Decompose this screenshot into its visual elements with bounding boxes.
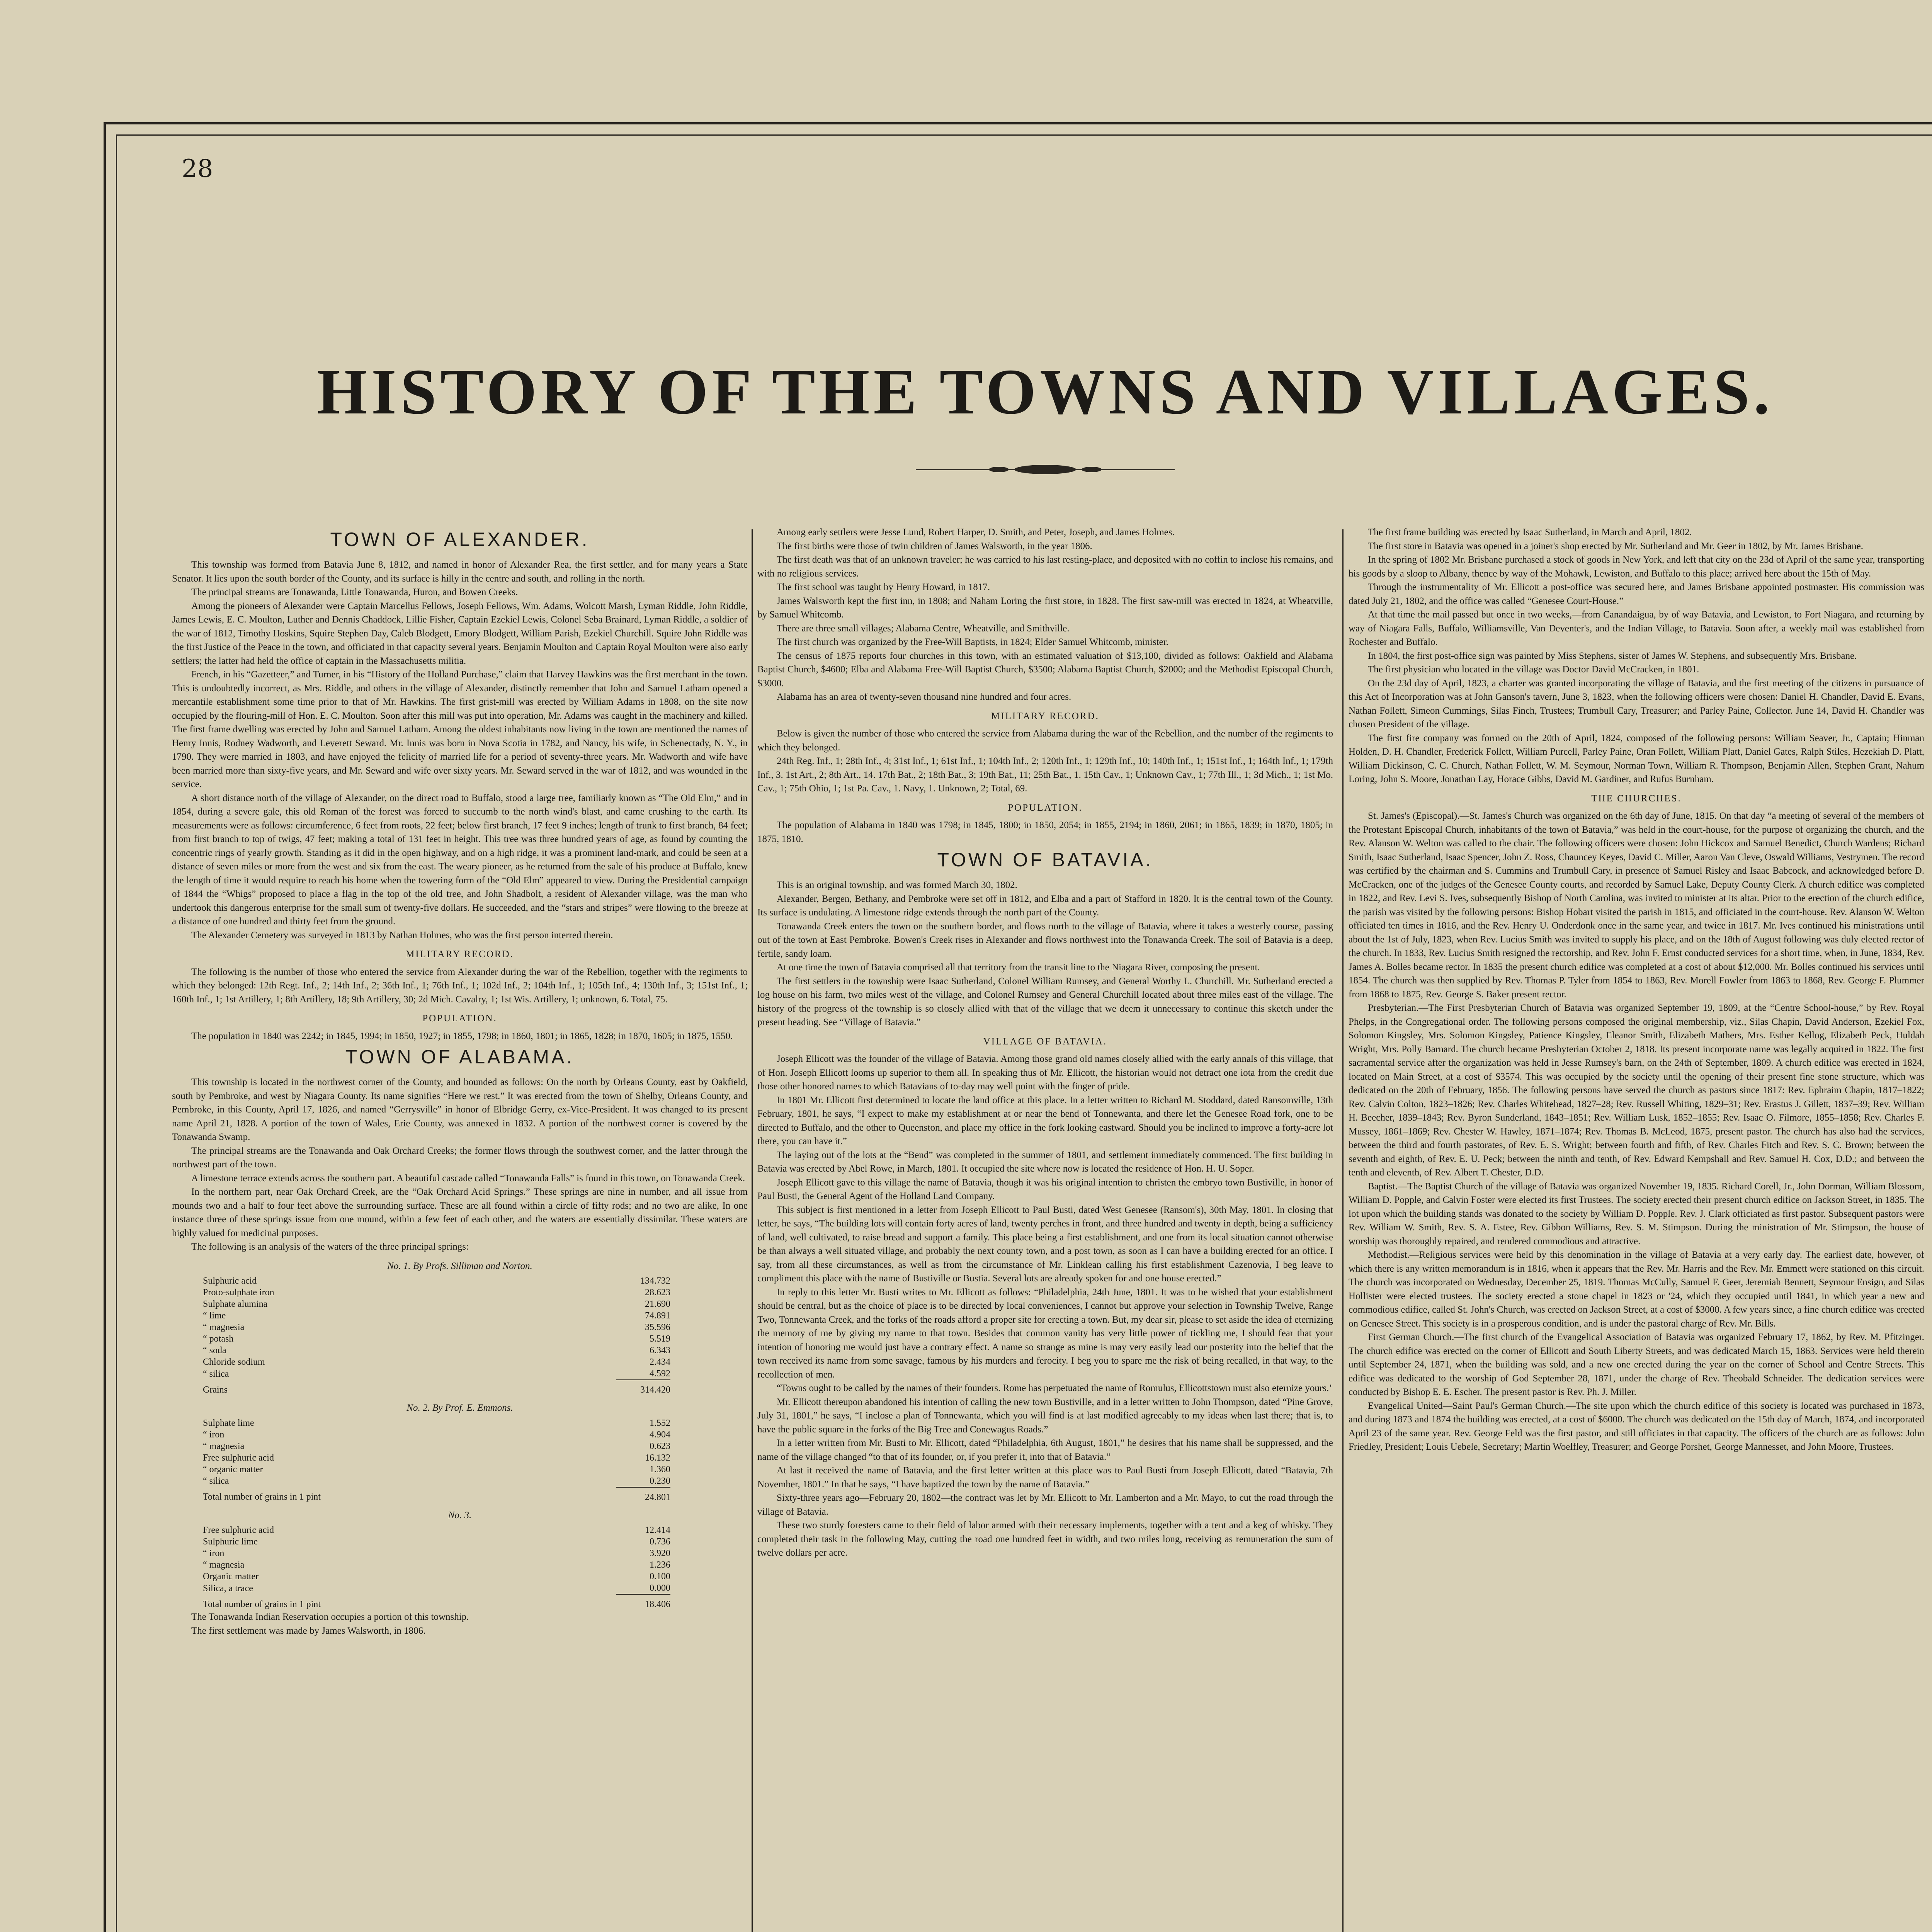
analysis-substance: Free sulphuric acid	[203, 1525, 274, 1535]
analysis-substance: “ lime	[203, 1311, 226, 1321]
analysis-value: 74.891	[645, 1311, 670, 1321]
paragraph: Through the instrumentality of Mr. Ellicott a post-office was secured here, and James Brisbane appointed postmaster. His commission was dated July 21, 1802, and the office was called “Genesee Court-House.”	[1349, 582, 1924, 606]
analysis-value: 4.904	[650, 1429, 670, 1440]
analysis-table-1	[203, 1275, 670, 1396]
analysis-value: 1.360	[650, 1464, 670, 1475]
subheading-village-of-batavia: VILLAGE OF BATAVIA.	[983, 1036, 1107, 1047]
analysis-row	[203, 1571, 670, 1582]
paragraph: The principal streams are Tonawanda, Little Tonawanda, Huron, and Bowen Creeks.	[191, 587, 518, 597]
subheading-population: POPULATION.	[422, 1013, 497, 1024]
paragraph: This is an original township, and was formed March 30, 1802.	[777, 880, 1017, 890]
analysis-substance: Sulphate alumina	[203, 1299, 268, 1309]
analysis-value: 0.100	[650, 1571, 670, 1582]
paragraph: The population in 1840 was 2242; in 1845, 1994; in 1850, 1927; in 1855, 1798; in 1860, 1801; in 1865, 1828; in 1870, 1605; in 1875, 1550.	[191, 1031, 733, 1041]
analysis-table-3	[203, 1524, 670, 1610]
paragraph: Baptist.—The Baptist Church of the village of Batavia was organized November 19, 1835. Richard Corell, Jr., John Dorman, William Blossom, William D. Popple, and Calvin Foster were elected its first Trustees. The society erected their present church edifice on Jackson Street, in 1835. The lot upon which the building stands was donated to the society by William D. Popple. Rev. J. Clark officiated as first pastor. Subsequent pastors were Rev. William W. Smith, Rev. S. A. Estee, Rev. Gibbon Williams, Rev. S. M. Stimpson. During the ministration of Mr. Stimpson, the house of worship was thoroughly repaired, and rendered commodious and attractive.	[1349, 1181, 1924, 1247]
analysis-substance: “ organic matter	[203, 1464, 263, 1475]
paragraph: The following is an analysis of the waters of the three principal springs:	[191, 1242, 469, 1252]
paragraph: In the spring of 1802 Mr. Brisbane purchased a stock of goods in New York, and left that city on the 23d of April of the same year, transporting his goods by a sloop to Albany, thence by way of the Mohawk, Lewiston, and Buffalo to this place; arrived here about the 15th of May.	[1349, 554, 1924, 579]
paragraph: This township was formed from Batavia June 8, 1812, and named in honor of Alexander Rea, the first settler, and for many years a State Senator. It lies upon the south border of the County, and its surface is hilly in the centre and south, and rolling in the north.	[172, 560, 748, 584]
paragraph: These two sturdy foresters came to their field of labor armed with their necessary implements, together with a tent and a keg of whisky. They completed their task in the following May, cutting the road one hundred feet in width, and two miles long, receiving as remuneration the sum of twelve dollars per acre.	[757, 1520, 1333, 1558]
analysis-value: 3.920	[650, 1548, 670, 1558]
analysis-title: No. 3.	[448, 1510, 472, 1520]
paragraph: On the 23d day of April, 1823, a charter was granted incorporating the village of Batavia, and the first meeting of the citizens in pursuance of this Act of Incorporation was at John Ganson's tavern, June 3, 1823, when the following officers were chosen: Daniel H. Chandler, David E. Evans, Nathan Follett, Simeon Cummings, Silas Finch, Trustees; Trumbull Cary, Treasurer; and Parley Paine, Collector. June 14, David H. Chandler was chosen President of the village.	[1349, 678, 1924, 730]
paragraph: Presbyterian.—The First Presbyterian Church of Batavia was organized September 19, 1809, at the “Centre School-house,” by Rev. Royal Phelps, in the Congregational order. The following persons composed the original membership, viz., Silas Chapin, David Anderson, Ezekiel Fox, Solomon Kingsley, Mrs. Solomon Kingsley, Patience Kingsley, Eleanor Smith, Elizabeth Mathers, Mrs. Esther Kellog, Elizabeth Peck, Huldah Wright, Mrs. Polly Barnard. The church became Presbyterian October 2, 1818. Its present incorporate name was legally acquired in 1822. The first sacramental service after the organization was held in Jesse Rumsey's barn, on the 24th of September, 1809. A church edifice was erected in 1824, located on Main Street, at a cost of $3574. This was occupied by the society until the opening of their present fine stone structure, which was dedicated on the 20th of February, 1856. The following persons have served the church as pastors since 1817: Rev. Ephraim Chapin, 1817–1822; Rev. Calvin Colton, 1823–1826; Rev. Charles Whitehead, 1827–28; Rev. Russell Whiting, 1829–31; Rev. Erastus J. Gillett, 1837–39; Rev. William H. Beecher, 1839–1843; Rev. Byron Sunderland, 1843–1851; Rev. William Lusk, 1852–1855; Rev. Isaac O. Filmore, 1855–1858; Rev. Charles F. Mussey, 1861–1869; Rev. Chester W. Hawley, 1871–1874; Rev. Thomas B. McLeod, 1875, present pastor. The church has also had the services, between the third and fourth pastorates, of Rev. E. S. Wright; between fourth and fifth, of Rev. Charles Fitch and Rev. S. C. Brown; between the seventh and eighth, of Rev. E. U. Peck; between the ninth and tenth, of Rev. Edward Kempshall and Rev. Samuel H. Cox, D.D.; and between the tenth and eleventh, of Rev. Albert T. Chester, D.D.	[1349, 1003, 1924, 1178]
analysis-value: 1.236	[650, 1560, 670, 1570]
paragraph: This subject is first mentioned in a letter from Joseph Ellicott to Paul Busti, dated West Genesee (Ransom's), 30th May, 1801. In closing that letter, he says, “The building lots will contain forty acres of land, twenty perches in front, and three hundred and twenty in depth, being a sufficiency of land, well cultivated, to raise bread and support a family. This place being a first establishment, and one from its local situation cannot otherwise be than always a well situated village, and probably the next county town, and a post town, as soon as I can have a building erected for an office. I say, from all these circumstances, as well as from the circumstance of Mr. Linklean calling his first establishment Cazenovia, I beg leave to compliment this place with the name of Bustiville or Bustia. Several lots are already spoken for and one house erected.”	[757, 1204, 1333, 1284]
analysis-row	[203, 1298, 670, 1310]
analysis-value: 35.596	[645, 1322, 670, 1332]
paragraph: James Walsworth kept the first inn, in 1808; and Naham Loring the first store, in 1828. The first saw-mill was erected in 1824, at Wheatville, by Samuel Whitcomb.	[757, 595, 1333, 620]
paragraph: 24th Reg. Inf., 1; 28th Inf., 4; 31st Inf., 1; 61st Inf., 1; 104th Inf., 2; 120th Inf., 1; 129th Inf., 10; 140th Inf., 1; 151st Inf., 1; 164th Inf., 1; 179th Inf., 3. 1st Art., 2; 8th Art., 14. 17th Bat., 2; 18th Bat., 3; 19th Bat., 11; 25th Bat., 1. 15th Cav., 1; Unknown Cav., 1; 77th Ill., 1; 3d Mich., 1; 1st Mo. Cav., 1; 75th Ohio, 1; 1st Pa. Cav., 1. Navy, 1. Unknown, 2; Total, 69.	[757, 756, 1333, 794]
page-title: HISTORY OF THE TOWNS AND VILLAGES.	[317, 356, 1774, 428]
paragraph: This township is located in the northwest corner of the County, and bounded as follows: On the north by Orleans County, east by Oakfield, south by Pembroke, and west by Niagara County. Its name signifies “Here we rest.” It was erected from the town of Shelby, Orleans County, and Pembroke, in this County, April 17, 1826, and named “Gerrysville” in honor of Elbridge Gerry, ex-Vice-President. It was changed to its present name April 21, 1828. A portion of the town of Wales, Erie County, was annexed in 1832. A portion of the northwest corner is covered by the Tonawanda Swamp.	[172, 1077, 748, 1142]
paragraph: The first births were those of twin children of James Walsworth, in the year 1806.	[777, 541, 1092, 551]
paragraph: The first death was that of an unknown traveler; he was carried to his last resting-place, and deposited with no coffin to inclose his remains, and with no religious services.	[757, 554, 1333, 579]
paragraph: Among early settlers were Jesse Lund, Robert Harper, D. Smith, and Peter, Joseph, and James Holmes.	[777, 527, 1175, 537]
analysis-substance: “ magnesia	[203, 1322, 245, 1332]
analysis-total-value: 314.420	[616, 1380, 670, 1396]
paragraph: In a letter written from Mr. Busti to Mr. Ellicott, dated “Philadelphia, 6th August, 1801,” he desires that his name shall be suppressed, and the name of the village changed “to that of its founder, or, if you prefer it, into that of Batavia.”	[757, 1438, 1333, 1462]
paragraph: The first school was taught by Henry Howard, in 1817.	[777, 582, 990, 592]
analysis-value: 12.414	[645, 1525, 670, 1535]
paragraph: Among the pioneers of Alexander were Captain Marcellus Fellows, Joseph Fellows, Wm. Adams, Wolcott Marsh, Lyman Riddle, John Riddle, James Lewis, E. C. Moulton, Luther and Dennis Chaddock, Lillie Fisher, Captain Ezekiel Lewis, Colonel Seba Brainard, Lyman Riddle, a soldier of the war of 1812, Timothy Hoskins, Squire Stephen Day, Caleb Blodgett, Emory Blodgett, William Parish, Ezekiel Churchill. Squire John Riddle was the first Justice of the Peace in the town, and officiated in that capacity several years. Benjamin Moulton and Captain Royal Moulton were also early settlers; the latter had held the office of captain in the Massachusetts militia.	[172, 600, 748, 666]
paragraph: The first fire company was formed on the 20th of April, 1824, composed of the following persons: William Seaver, Jr., Captain; Hinman Holden, D. H. Chandler, Frederick Follett, William Purcell, Parley Paine, Oran Follett, William Platt, Daniel Gates, Ralph Stiles, Hezekiah D. Platt, William Dickinson, C. C. Church, Nathan Follett, W. M. Seymour, Norman Town, William R. Thompson, Benjamin Allen, Stephen Grant, Nahum Loring, John S. Moore, Jonathan Lay, Horace Gibbs, David M. Gardiner, and Rufus Burnham.	[1349, 733, 1924, 784]
paragraph: The first store in Batavia was opened in a joiner's shop erected by Mr. Sutherland and Mr. Geer in 1802, by Mr. James Brisbane.	[1368, 541, 1863, 551]
column-left	[172, 526, 748, 1932]
paragraph: The first physician who located in the village was Doctor David McCracken, in 1801.	[1368, 664, 1699, 675]
analysis-value: 6.343	[650, 1345, 670, 1355]
analysis-title: No. 1. By Profs. Silliman and Norton.	[387, 1260, 532, 1271]
analysis-row	[203, 1368, 670, 1380]
analysis-rows	[203, 1417, 670, 1487]
analysis-value: 5.519	[650, 1334, 670, 1344]
analysis-row	[203, 1417, 670, 1429]
paragraph: The Alexander Cemetery was surveyed in 1813 by Nathan Holmes, who was the first person interred therein.	[191, 930, 613, 940]
analysis-total-row	[203, 1594, 670, 1610]
analysis-substance: “ iron	[203, 1548, 224, 1558]
analysis-substance: Free sulphuric acid	[203, 1452, 274, 1463]
paragraph: French, in his “Gazetteer,” and Turner, in his “History of the Holland Purchase,” claim that Harvey Hawkins was the first merchant in the town. This is undoubtedly incorrect, as Mrs. Riddle, and others in the village of Alexander, distinctly remember that John and Samuel Latham opened a mercantile establishment some time prior to that of Mr. Hawkins. The first grist-mill was erected by William Adams in 1808, on the site now occupied by the flouring-mill of Hon. E. C. Moulton. Soon after this mill was put into operation, Mr. Adams was caught in the machinery and killed. The first frame dwelling was erected by John and Samuel Latham. Among the oldest inhabitants now living in the town are mentioned the names of Henry Innis, Rodney Wadworth, and Leverett Seward. Mr. Innis was born in Nova Scotia in 1782, and Nancy, his wife, in Schenectady, N. Y., in 1790. They were married in 1803, and have enjoyed the felicity of married life for a period of seventy-three years. Mr. Wadworth and wife have been married more than sixty-five years, and Mr. Seward and wife over sixty years. Mr. Seward served in the war of 1812, and was wounded in the service.	[172, 669, 748, 789]
paragraph: In 1801 Mr. Ellicott first determined to locate the land office at this place. In a letter written to Richard M. Stoddard, dated Ransomville, 13th February, 1801, he says, “I expect to make my establishment at or near the bend of Tonnewanta, and there let the Genesee Road fork, one to be directed to Buffalo, and the other to Queenston, and place my office in the fork looking eastward. Should you be inclined to improve a forty-acre lot there, you can have it.”	[757, 1095, 1333, 1146]
analysis-row	[203, 1429, 670, 1440]
paragraph: The first settlement was made by James Walsworth, in 1806.	[191, 1625, 426, 1636]
title-ornament	[916, 462, 1175, 477]
analysis-total-label: Grains	[203, 1384, 228, 1395]
paragraph: Tonawanda Creek enters the town on the southern border, and flows north to the village of Batavia, where it takes a westerly course, passing out of the town at East Pembroke. Bowen's Creek rises in Alexander and flows northwest into the Tonawanda Creek. The soil of Batavia is a deep, fertile, sandy loam.	[757, 921, 1333, 959]
analysis-value: 16.132	[645, 1452, 670, 1463]
analysis-substance: “ soda	[203, 1345, 226, 1355]
analysis-total-label: Total number of grains in 1 pint	[203, 1599, 321, 1609]
analysis-value: 134.732	[640, 1276, 670, 1286]
paragraph: There are three small villages; Alabama Centre, Wheatville, and Smithville.	[777, 623, 1070, 634]
analysis-row	[203, 1582, 670, 1594]
analysis-value: 0.623	[650, 1441, 670, 1451]
paragraph: Below is given the number of those who entered the service from Alabama during the war of the Rebellion, and the number of the regiments to which they belonged.	[757, 728, 1333, 753]
analysis-row	[203, 1464, 670, 1475]
analysis-row	[203, 1275, 670, 1287]
paragraph: The Tonawanda Indian Reservation occupies a portion of this township.	[191, 1612, 469, 1622]
paragraph: The population of Alabama in 1840 was 1798; in 1845, 1800; in 1850, 2054; in 1855, 2194; in 1860, 2061; in 1865, 1839; in 1870, 1805; in 1875, 1810.	[757, 820, 1333, 844]
analysis-row	[203, 1321, 670, 1333]
analysis-substance: “ magnesia	[203, 1560, 245, 1570]
analysis-value: 28.623	[645, 1287, 670, 1298]
paragraph: A limestone terrace extends across the southern part. A beautiful cascade called “Tonawanda Falls” is found in this town, on Tonawanda Creek.	[191, 1173, 745, 1184]
analysis-rows	[203, 1524, 670, 1594]
column-right	[1349, 526, 1924, 1932]
column-divider	[752, 529, 753, 1932]
paragraph: Evangelical United—Saint Paul's German Church.—The site upon which the church edifice of this society is located was purchased in 1873, and during 1873 and 1874 the building was erected, at a cost of $6000. The church was dedicated on the 15th day of March, 1874, and incorporated April 23 of the same year. Rev. George Feld was the first pastor, and still officiates in that capacity. The officers of the church are as follows: John Friedley, President; Louis Uebele, Secretary; Martin Woelfley, Treasurer; and George Porshet, George Mannesset, and John Moore, Trustees.	[1349, 1400, 1924, 1452]
paragraph: In the northern part, near Oak Orchard Creek, are the “Oak Orchard Acid Springs.” These springs are nine in number, and all issue from mounds two and a half to four feet above the surrounding surface. These are all found within a circle of fifty rods; and no two are alike, In one instance three of these springs issue from one mound, within a few feet of each other, and the waters are essentially dissimilar. These waters are highly valued for medicinal purposes.	[172, 1187, 748, 1238]
analysis-total-row	[203, 1487, 670, 1503]
section-heading-batavia: TOWN OF BATAVIA.	[937, 849, 1153, 871]
analysis-value: 1.552	[650, 1418, 670, 1428]
column-middle	[757, 526, 1333, 1932]
analysis-total-row	[203, 1380, 670, 1396]
analysis-substance: Silica, a trace	[203, 1583, 253, 1594]
paragraph: Sixty-three years ago—February 20, 1802—the contract was let by Mr. Ellicott to Mr. Lamberton and a Mr. Mayo, to cut the road through the village of Batavia.	[757, 1493, 1333, 1517]
page-number: 28	[182, 155, 213, 183]
analysis-row	[203, 1452, 670, 1464]
analysis-value: 21.690	[645, 1299, 670, 1309]
analysis-row	[203, 1559, 670, 1571]
analysis-substance: Sulphate lime	[203, 1418, 254, 1428]
analysis-row	[203, 1524, 670, 1536]
analysis-rows	[203, 1275, 670, 1380]
paragraph: First German Church.—The first church of the Evangelical Association of Batavia was organized February 17, 1862, by Rev. M. Pfitzinger. The church edifice was erected on the corner of Ellicott and South Liberty Streets, and was dedicated March 15, 1863. Services were held therein until September 24, 1871, when the building was sold, and a new one erected during the year on the corner of School and Centre Streets. This edifice was dedicated to the worship of God September 28, 1871, under the charge of Rev. Theobald Schneider. The dedication services were conducted by Bishop E. E. Escher. The present pastor is Rev. Ph. J. Miller.	[1349, 1332, 1924, 1397]
analysis-row	[203, 1345, 670, 1356]
paragraph: In reply to this letter Mr. Busti writes to Mr. Ellicott as follows: “Philadelphia, 24th June, 1801. It was to be wished that your establishment should be central, but as the choice of place is to be directed by local conveniences, I cannot but approve your selection in Township Twelve, Range Two, Tonnewanta Creek, and the forks of the roads afford a proper site for erecting a town. But, my dear sir, please to set aside the idea of eternizing the memory of me by giving my name to that town. Besides that common vanity has very little power of tickling me, I should fear that your intention of honoring me would just have a contrary effect. A name so strange as mine is may very easily lead our posterity into the belief that the town received its name from some savage, famous by his murders and ferocity. I beg you to spare me the risk of being recalled, in that way, to the recollection of men.	[757, 1287, 1333, 1380]
subheading-population: POPULATION.	[1008, 802, 1083, 813]
analysis-substance: Sulphuric acid	[203, 1276, 257, 1286]
analysis-value: 0.000	[650, 1583, 670, 1593]
subheading-military-record: MILITARY RECORD.	[406, 949, 514, 959]
paragraph: Joseph Ellicott was the founder of the village of Batavia. Among those grand old names closely allied with the early annals of this village, that of Hon. Joseph Ellicott looms up superior to them all. In speaking thus of Mr. Ellicott, the historian would not detract one iota from the credit due those other honored names to which Batavians of to-day may well point with the finger of pride.	[757, 1054, 1333, 1092]
subheading-the-churches: THE CHURCHES.	[1591, 793, 1682, 804]
paragraph: The census of 1875 reports four churches in this town, with an estimated valuation of $13,100, divided as follows: Oakfield and Alabama Baptist Church, $4600; Elba and Alabama Free-Will Baptist Church, $3500; Alabama Baptist Church, $2000; and the Methodist Episcopal Church, $3000.	[757, 650, 1333, 689]
analysis-title: No. 2. By Prof. E. Emmons.	[406, 1403, 513, 1413]
analysis-total-label: Total number of grains in 1 pint	[203, 1492, 321, 1502]
analysis-substance: Organic matter	[203, 1571, 259, 1582]
analysis-row	[203, 1440, 670, 1452]
paragraph: The following is the number of those who entered the service from Alexander during the war of the Rebellion, together with the regiments to which they belonged: 12th Regt. Inf., 2; 14th Inf., 2; 36th Inf., 1; 76th Inf., 1; 102d Inf., 2; 104th Inf., 1; 105th Inf., 4; 130th Inf., 3; 151st Inf., 1; 160th Inf., 1; 1st Artillery, 1; 8th Artillery, 18; 9th Artillery, 30; 2d Mich. Cavalry, 1; 1st Wis. Artillery, 1; unknown, 6. Total, 75.	[172, 966, 748, 1005]
paragraph: At last it received the name of Batavia, and the first letter written at this place was to Paul Busti from Joseph Ellicott, dated “Batavia, 7th November, 1801.” In that he says, “I have baptized the town by the name of Batavia.”	[757, 1465, 1333, 1490]
analysis-row	[203, 1548, 670, 1559]
analysis-total-value: 18.406	[616, 1594, 670, 1610]
section-heading-alabama: TOWN OF ALABAMA.	[345, 1046, 575, 1068]
analysis-substance: Proto-sulphate iron	[203, 1287, 274, 1298]
analysis-row	[203, 1310, 670, 1321]
paragraph: A short distance north of the village of Alexander, on the direct road to Buffalo, stood a large tree, familiarly known as “The Old Elm,” and in 1854, during a severe gale, this old Roman of the forest was forced to succumb to the north wind's blast, and came crushing to the earth. Its measurements were as follows: circumference, 6 feet from roots, 22 feet; below first branch, 17 feet 9 inches; length of trunk to first branch, 84 feet; from first branch to top of twigs, 47 feet; making a total of 131 feet in height. This tree was three hundred years of age, as found by counting the concentric rings of yearly growth. Standing as it did in the open highway, and on a high ridge, it was a prominent land-mark, and could be seen at a distance of seven miles or more from the west and six from the east. The weary pioneer, as he returned from the sale of his produce at Buffalo, knew the length of time it would require to reach his home when the towering form of the “Old Elm” appeared to view. During the Presidential campaign of 1844 the “Whigs” proposed to place a flag in the top of the old tree, and John Shadbolt, a resident of Alexander village, was the man who undertook this dangerous enterprise for the small sum of twenty-five dollars. He succeeded, and the “stars and stripes” were flowing to the breeze at a distance of one hundred and thirty feet from the ground.	[172, 793, 748, 927]
paragraph: St. James's (Episcopal).—St. James's Church was organized on the 6th day of June, 1815. On that day “a meeting of several of the members of the Protestant Episcopal Church, inhabitants of the town of Batavia,” was held in the court-house, for the purpose of organizing the church, and the Rev. Alanson W. Welton was called to the chair. The following officers were chosen: John Hickcox and Samuel Benedict, Church Wardens; Richard Smith, Isaac Sutherland, Isaac Spencer, John Z. Ross, Chauncey Keyes, David C. Miller, Aaron Van Cleve, Oswald Williams, Vestrymen. The record was certified by the chairman and S. Cummins and Trumbull Cary, in presence of Samuel Risley and Isaac Babcock, and acknowledged before D. McCracken, one of the judges of the Genesee County courts, and recorded by Samuel Lake, Deputy County Clerk. A church edifice was completed in 1822, and Rev. Levi S. Ives, subsequently Bishop of North Carolina, was invited to minister at its altar. Prior to the erection of the church edifice, the parish was visited by the following persons: Bishop Hobart visited the parish in 1815, and officiated in the court-house. Rev. Alanson W. Welton officiated ten times in 1816, and the Rev. Henry U. Onderdonk once in the same year, and twice in 1817. Mr. Ives continued his ministrations until about the 1st of July, 1823, when Rev. Lucius Smith was invited to supply his place, and on the 18th of August following was duly elected rector of the church. In 1833, Rev. Lucius Smith resigned the rectorship, and Rev. John F. Ernst conducted services for a short time, when, in June, 1834, Rev. James A. Bolles became rector. In 1835 the present church edifice was completed at a cost of about $12,000. Mr. Bolles continued his services until 1854. The church was then supplied by Rev. Thomas P. Tyler from 1854 to 1863, Rev. Morell Fowler from 1863 to 1868, Rev. George F. Plummer from 1868 to 1875, Rev. George S. Baker present rector.	[1349, 811, 1924, 1000]
section-heading-alexander: TOWN OF ALEXANDER.	[330, 529, 590, 550]
analysis-value: 4.592	[650, 1369, 670, 1379]
analysis-substance: “ silica	[203, 1369, 229, 1379]
paragraph: “Towns ought to be called by the names of their founders. Rome has perpetuated the name of Romulus, Ellicottstown must also eternize yours.’	[777, 1383, 1332, 1393]
analysis-row	[203, 1536, 670, 1548]
paragraph: In 1804, the first post-office sign was painted by Miss Stephens, sister of James W. Stephens, and subsequently Mrs. Brisbane.	[1368, 650, 1857, 661]
analysis-value: 0.230	[650, 1476, 670, 1486]
paragraph: Joseph Ellicott gave to this village the name of Batavia, though it was his original intention to christen the embryo town Bustiville, in honor of Paul Busti, the General Agent of the Holland Land Company.	[757, 1177, 1333, 1201]
analysis-table-2	[203, 1417, 670, 1503]
analysis-substance: “ potash	[203, 1334, 234, 1344]
paragraph: The first settlers in the township were Isaac Sutherland, Colonel William Rumsey, and General Worthy L. Churchill. Mr. Sutherland erected a log house on his farm, two miles west of the village, and Colonel Rumsey and General Churchill located about three miles east of the village. The history of the progress of the township is so closely allied with that of the village that we deem it unnecessary to continue this sketch under the present heading. See “Village of Batavia.”	[757, 976, 1333, 1027]
paragraph: Methodist.—Religious services were held by this denomination in the village of Batavia at a very early day. The earliest date, however, of which there is any written memorandum is in 1816, when it appears that the Rev. Mr. Harris and the Rev. Mr. Emmett were stationed on this circuit. The church was incorporated on Wednesday, December 25, 1819. Thomas McCully, Samuel F. Geer, Jeremiah Bennett, Seymour Ensign, and Silas Hollister were elected trustees. The society erected a stone chapel in 1823 or '24, which they occupied until 1841, in which year a new and commodious edifice, called St. John's Church, was erected on Jackson Street, at a cost of $3000. A few years since, a fine church edifice was erected on Genesee Street. This society is in a prosperous condition, and is under the pastoral charge of Rev. Mr. Bills.	[1349, 1250, 1924, 1329]
paragraph: The first frame building was erected by Isaac Sutherland, in March and April, 1802.	[1368, 527, 1692, 537]
column-divider	[1342, 529, 1344, 1932]
analysis-substance: Sulphuric lime	[203, 1537, 258, 1547]
analysis-value: 0.736	[650, 1537, 670, 1547]
analysis-substance: “ iron	[203, 1429, 224, 1440]
paragraph: Mr. Ellicott thereupon abandoned his intention of calling the new town Bustiville, and in a letter written to John Thompson, dated “Pine Grove, July 31, 1801,” he says, “I inclose a plan of Tonnewanta, which you will find is at last modified agreeably to my ideas when last there; that is, to have the public square in the forks of the Big Tree and Conewagus Roads.”	[757, 1396, 1333, 1435]
paragraph: At one time the town of Batavia comprised all that territory from the transit line to the Niagara River, composing the present.	[777, 962, 1260, 973]
paragraph: The first church was organized by the Free-Will Baptists, in 1824; Elder Samuel Whitcomb, minister.	[777, 637, 1168, 647]
analysis-substance: “ silica	[203, 1476, 229, 1486]
analysis-substance: “ magnesia	[203, 1441, 245, 1451]
paragraph: At that time the mail passed but once in two weeks,—from Canandaigua, by of way Batavia, and Lewiston, to Fort Niagara, and returning by way of Niagara Falls, Buffalo, Williamsville, Van Deventer's, and the Indian Village, to Batavia. Soon after, a weekly mail was established from Rochester and Buffalo.	[1349, 609, 1924, 647]
analysis-total-value: 24.801	[616, 1487, 670, 1503]
paragraph: Alabama has an area of twenty-seven thousand nine hundred and four acres.	[777, 692, 1071, 702]
analysis-row	[203, 1475, 670, 1487]
subheading-military-record: MILITARY RECORD.	[991, 711, 1099, 721]
paragraph: Alexander, Bergen, Bethany, and Pembroke were set off in 1812, and Elba and a part of Stafford in 1820. It is the central town of the County. Its surface is undulating. A limestone ridge extends through the north part of the County.	[757, 893, 1333, 918]
paragraph: The laying out of the lots at the “Bend” was completed in the summer of 1801, and settlement immediately commenced. The first building in Batavia was erected by Abel Rowe, in March, 1801. It occupied the site where now is located the residence of Hon. H. U. Soper.	[757, 1150, 1333, 1174]
analysis-substance: Chloride sodium	[203, 1357, 265, 1367]
analysis-row	[203, 1287, 670, 1298]
analysis-value: 2.434	[650, 1357, 670, 1367]
analysis-row	[203, 1356, 670, 1368]
paragraph: The principal streams are the Tonawanda and Oak Orchard Creeks; the former flows through the southwest corner, and the latter through the northwest part of the town.	[172, 1145, 748, 1170]
analysis-row	[203, 1333, 670, 1345]
